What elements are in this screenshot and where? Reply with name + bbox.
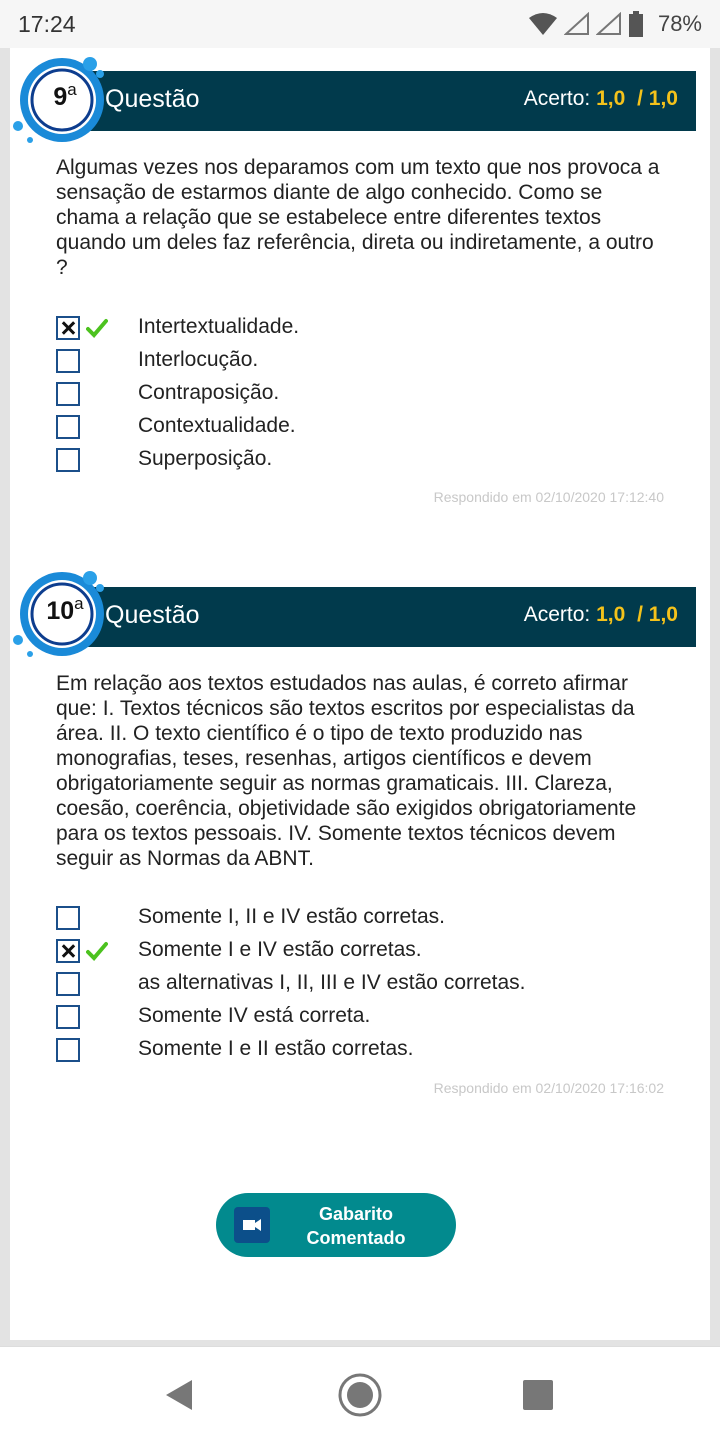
option-item[interactable] bbox=[56, 903, 676, 936]
signal-icon bbox=[596, 12, 622, 36]
checkbox[interactable] bbox=[56, 382, 80, 406]
option-label: as alternativas I, II, III e IV estão corretas. bbox=[138, 971, 526, 994]
option-label: Somente I, II e IV estão corretas. bbox=[138, 905, 445, 928]
system-nav-bar bbox=[0, 1346, 720, 1440]
score-label: Acerto: bbox=[523, 603, 591, 626]
option-label: Interlocução. bbox=[138, 348, 259, 371]
checkbox[interactable] bbox=[56, 906, 80, 930]
question-number: 10$^a$ bbox=[46, 594, 84, 625]
recents-icon[interactable] bbox=[514, 1371, 562, 1419]
option-label: Contraposição. bbox=[138, 381, 280, 404]
score-max: / 1,0 bbox=[637, 603, 678, 626]
question-number-badge bbox=[10, 56, 120, 152]
checkbox[interactable] bbox=[56, 349, 80, 373]
gabarito-comentado-button[interactable] bbox=[216, 1193, 456, 1257]
battery-icon bbox=[628, 11, 644, 37]
option-label: Somente I e II estão corretas. bbox=[138, 1037, 414, 1060]
options-list bbox=[56, 313, 676, 478]
score-label: Acerto: bbox=[523, 87, 591, 110]
question-text: Em relação aos textos estudados nas aulas, é correto afirmar que: I. Textos técnicos são textos escritos por especialistas da área. II. O texto científico é o tipo de texto produzido nas monografias, teses, resenhas, artigos científicos e devem obrigatoriamente seguir as normas gramaticais. III. Clareza, coesão, coerência, objetividade são exigidos obrigatoriamente para os textos pessoais. IV. Somente textos técnicos devem seguir as Normas da ABNT. bbox=[56, 672, 637, 870]
status-bar bbox=[0, 0, 720, 48]
question-title: Questão bbox=[105, 85, 200, 113]
option-item[interactable] bbox=[56, 969, 676, 1002]
option-item[interactable] bbox=[56, 346, 676, 379]
score bbox=[524, 87, 684, 111]
option-item[interactable] bbox=[56, 379, 676, 412]
back-icon[interactable] bbox=[156, 1371, 204, 1419]
answered-timestamp: Respondido em 02/10/2020 17:12:40 bbox=[433, 489, 664, 505]
question-number: 9$^a$ bbox=[53, 80, 77, 111]
option-item[interactable] bbox=[56, 936, 676, 969]
option-label: Somente IV está correta. bbox=[138, 1004, 371, 1027]
home-icon[interactable] bbox=[336, 1371, 384, 1419]
question-number-badge bbox=[10, 570, 120, 666]
answered-timestamp: Respondido em 02/10/2020 17:16:02 bbox=[433, 1080, 664, 1096]
option-label: Superposição. bbox=[138, 447, 273, 470]
option-item[interactable] bbox=[56, 445, 676, 478]
option-label: Somente I e IV estão corretas. bbox=[138, 938, 422, 961]
option-item[interactable] bbox=[56, 1035, 676, 1068]
options-list bbox=[56, 903, 676, 1068]
question-header bbox=[85, 587, 696, 647]
wifi-icon bbox=[528, 12, 558, 36]
checkbox[interactable] bbox=[56, 1038, 80, 1062]
question-title: Questão bbox=[105, 601, 200, 629]
correct-check-icon bbox=[86, 940, 108, 962]
status-time: 17:24 bbox=[18, 11, 76, 37]
option-label: Intertextualidade. bbox=[138, 315, 300, 338]
score bbox=[524, 603, 684, 627]
question-text: Algumas vezes nos deparamos com um texto que nos provoca a sensação de estarmos diante de algo conhecido. Como se chama a relação que se estabelece entre diferentes textos quando um deles faz referência, direta ou indiretamente, a outro ? bbox=[56, 156, 660, 279]
status-icons bbox=[528, 10, 702, 38]
signal-icon bbox=[564, 12, 590, 36]
option-item[interactable] bbox=[56, 412, 676, 445]
video-camera-icon bbox=[234, 1207, 270, 1243]
score-value: 1,0 bbox=[596, 603, 626, 626]
option-item[interactable] bbox=[56, 313, 676, 346]
option-label: Contextualidade. bbox=[138, 414, 296, 437]
checkbox[interactable] bbox=[56, 415, 80, 439]
checkbox[interactable] bbox=[56, 448, 80, 472]
battery-percent: 78% bbox=[657, 11, 702, 36]
score-max: / 1,0 bbox=[637, 87, 678, 110]
checkbox-checked[interactable] bbox=[56, 316, 80, 340]
correct-check-icon bbox=[86, 317, 108, 339]
question-header bbox=[85, 71, 696, 131]
score-value: 1,0 bbox=[596, 87, 626, 110]
checkbox-checked[interactable] bbox=[56, 939, 80, 963]
checkbox[interactable] bbox=[56, 972, 80, 996]
gabarito-label: Gabarito Comentado bbox=[306, 1204, 406, 1248]
option-item[interactable] bbox=[56, 1002, 676, 1035]
checkbox[interactable] bbox=[56, 1005, 80, 1029]
